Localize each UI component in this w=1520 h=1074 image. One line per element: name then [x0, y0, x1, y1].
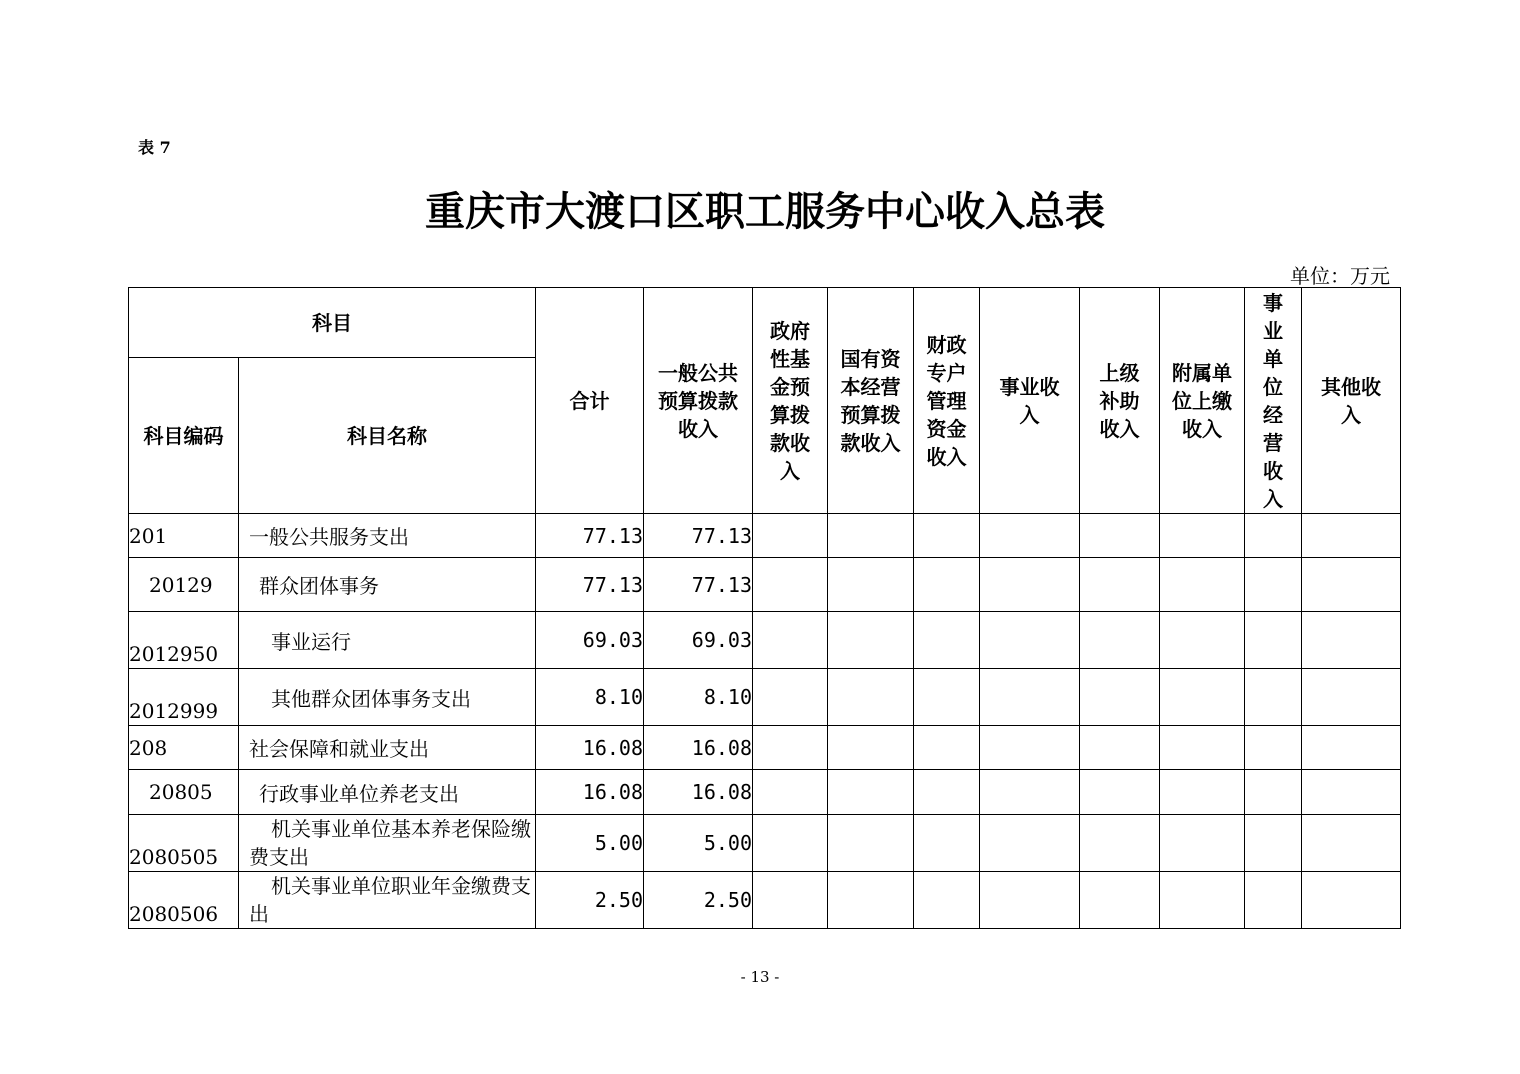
header-state-capital: 国有资本经营预算拨款收入	[828, 288, 914, 514]
row-name: 机关事业单位基本养老保险缴费支出	[239, 815, 536, 872]
table-row	[129, 612, 1401, 669]
row-general: 5.00	[644, 815, 753, 872]
header-name: 科目名称	[239, 358, 536, 514]
header-business-income: 事业收入	[980, 288, 1080, 514]
row-general: 69.03	[644, 612, 753, 669]
header-affiliated: 附属单位上缴收入	[1160, 288, 1245, 514]
row-total: 16.08	[536, 726, 644, 770]
row-code: 2080506	[129, 872, 239, 929]
row-code: 20805	[129, 770, 239, 815]
table-row	[129, 815, 1401, 872]
income-table	[128, 287, 1401, 929]
table-row	[129, 872, 1401, 929]
row-name: 群众团体事务	[239, 558, 536, 612]
page-title: 重庆市大渡口区职工服务中心收入总表	[425, 188, 1105, 235]
header-subject: 科目	[129, 288, 536, 358]
header-operating: 事业单位经营收入	[1245, 288, 1302, 514]
row-total: 5.00	[536, 815, 644, 872]
row-code: 201	[129, 514, 239, 558]
row-general: 77.13	[644, 558, 753, 612]
row-total: 77.13	[536, 514, 644, 558]
table-row	[129, 514, 1401, 558]
header-gov-fund: 政府性基金预算拨款收入	[753, 288, 828, 514]
row-name: 机关事业单位职业年金缴费支出	[239, 872, 536, 929]
page-number: - 13 -	[740, 968, 780, 986]
table-row	[129, 669, 1401, 726]
header-fiscal-special: 财政专户管理资金收入	[914, 288, 980, 514]
header-code: 科目编码	[129, 358, 239, 514]
row-code: 208	[129, 726, 239, 770]
header-superior-subsidy: 上级补助收入	[1080, 288, 1160, 514]
table-row	[129, 770, 1401, 815]
row-code: 2012999	[129, 669, 239, 726]
unit-label: 单位：万元	[1290, 264, 1390, 288]
row-total: 16.08	[536, 770, 644, 815]
row-total: 8.10	[536, 669, 644, 726]
row-general: 16.08	[644, 770, 753, 815]
table-row	[129, 558, 1401, 612]
table-label: 表 7	[138, 138, 171, 157]
header-other: 其他收入	[1302, 288, 1401, 514]
row-name: 一般公共服务支出	[239, 514, 536, 558]
row-general: 16.08	[644, 726, 753, 770]
row-general: 2.50	[644, 872, 753, 929]
row-code: 2080505	[129, 815, 239, 872]
row-general: 77.13	[644, 514, 753, 558]
row-name: 事业运行	[239, 612, 536, 669]
row-total: 69.03	[536, 612, 644, 669]
row-total: 2.50	[536, 872, 644, 929]
row-name: 行政事业单位养老支出	[239, 770, 536, 815]
table-row	[129, 726, 1401, 770]
header-total: 合计	[536, 288, 644, 514]
row-code: 20129	[129, 558, 239, 612]
row-general: 8.10	[644, 669, 753, 726]
row-name: 其他群众团体事务支出	[239, 669, 536, 726]
header-general-budget: 一般公共预算拨款收入	[644, 288, 753, 514]
row-code: 2012950	[129, 612, 239, 669]
row-name: 社会保障和就业支出	[239, 726, 536, 770]
row-total: 77.13	[536, 558, 644, 612]
